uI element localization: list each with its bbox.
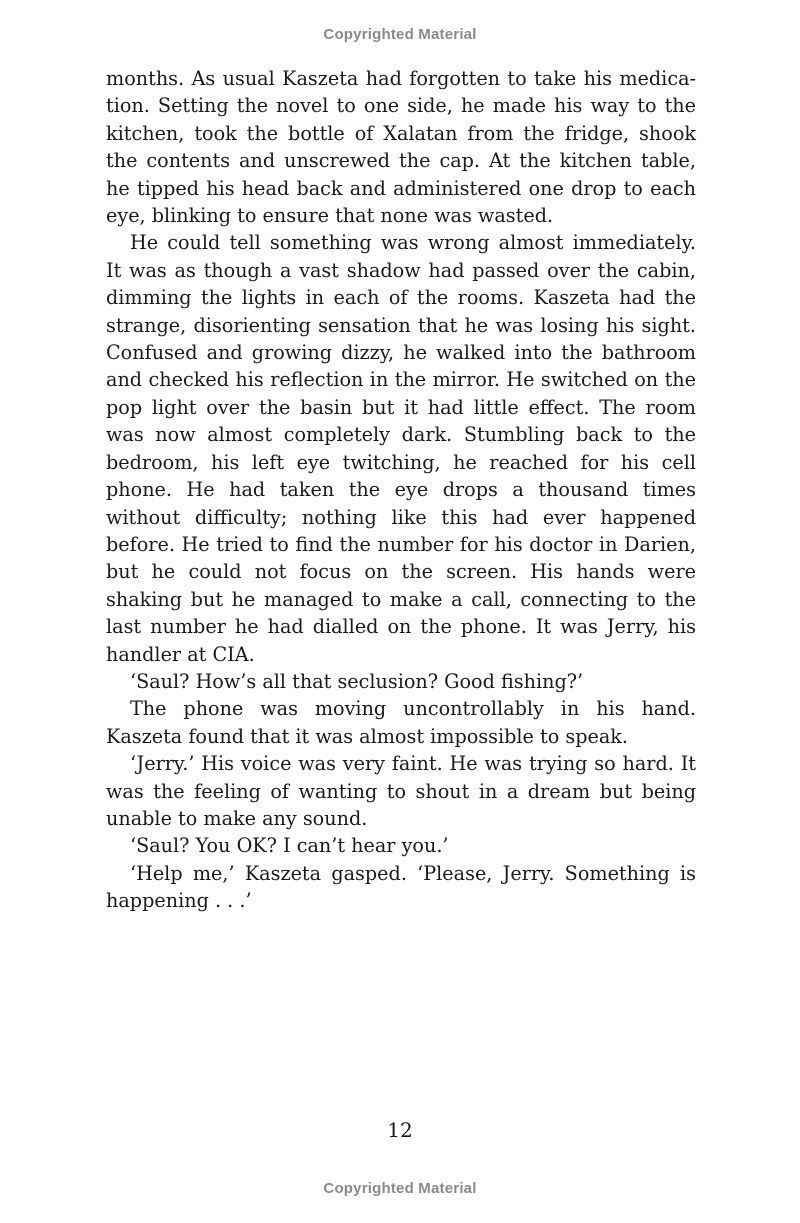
paragraph-4: The phone was moving uncontrollably in his hand. Kaszeta found that it was almost impossible to speak. xyxy=(106,697,696,748)
paragraph-5: ‘Jerry.’ His voice was very faint. He was trying so hard. It was the feeling of wanting to shout in a dream but being unable to make any sound. xyxy=(106,752,696,830)
paragraph-7: ‘Help me,’ Kaszeta gasped. ‘Please, Jerry. Something is happening . . .’ xyxy=(106,861,696,913)
copyright-watermark-top: Copyrighted Material xyxy=(323,26,477,43)
paragraph-3: ‘Saul? How’s all that seclusion? Good fishing?’ xyxy=(130,669,584,693)
copyright-watermark-bottom: Copyrighted Material xyxy=(323,1180,477,1197)
page-number: 12 xyxy=(387,1118,413,1142)
page-body-text xyxy=(106,65,696,915)
paragraph-2: He could tell something was wrong almost immediately. It was as though a vast shadow had passed over the cabin, dimming the lights in each of the rooms. Kaszeta had the strange, disorienting sensation that he was losing his sight. Confused and growing dizzy, he walked into the bathroom and checked his reflection in the mirror. He switched on the pop light over the basin but it had little effect. The room was now almost completely dark. Stumbling back to the bedroom, his left eye twitching, he reached for his cell phone. He had taken the eye drops a thousand times without difficulty; nothing like this had ever happened before. He tried to find the number for his doctor in Darien, but he could not focus on the screen. His hands were shaking but he managed to make a call, connecting to the last number he had dialled on the phone. It was Jerry, his handler at CIA. xyxy=(106,231,696,666)
paragraph-1: months. As usual Kaszeta had forgotten to take his medication. Setting the novel to one side, he made his way to the kitchen, took the bottle of Xalatan from the fridge, shook the contents and unscrewed the cap. At the kitchen table, he tipped his head back and administered one drop to each eye, blinking to ensure that none was wasted. xyxy=(106,67,696,228)
paragraph-6: ‘Saul? You OK? I can’t hear you.’ xyxy=(130,834,449,858)
